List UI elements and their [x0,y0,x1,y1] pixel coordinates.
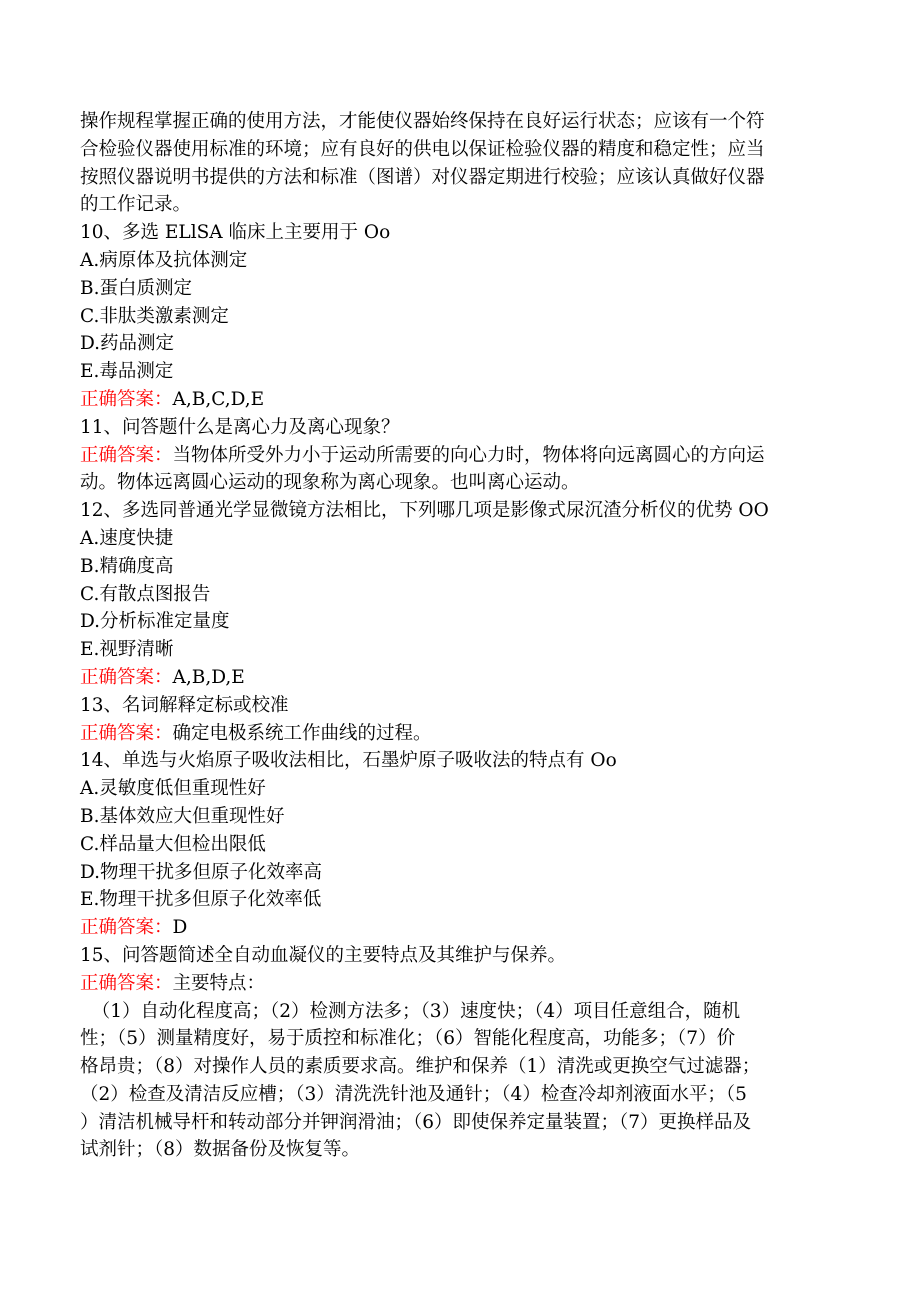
answer-label: 正确答案： [80,666,173,688]
answer-label: 正确答案： [80,444,173,466]
intro-line: 合检验仪器使用标准的环境；应有良好的供电以保证检验仪器的精度和稳定性；应当 [80,138,765,160]
document-page [80,108,830,1164]
q10-option-e: E.毒品测定 [80,361,174,383]
q10-option-b: B.蛋白质测定 [80,277,192,299]
q10-option-d: D.药品测定 [80,333,175,355]
question-12: 12、多选同普通光学显微镜方法相比，下列哪几项是影像式尿沉渣分析仪的优势 OO [80,500,769,522]
q15-answer-head: 主要特点： [172,972,266,994]
q15-detail-line: （2）检查及清洁反应槽；（3）清洗洗针池及通针；（4）检查冷却剂液面水平；（5 [80,1083,747,1105]
answer-label: 正确答案： [80,722,173,744]
q10-answer [80,386,830,414]
question-13: 13、名词解释定标或校准 [80,694,289,716]
question-15: 15、问答题简述全自动血凝仪的主要特点及其维护与保养。 [80,944,567,966]
q12-option-e: E.视野清晰 [80,639,174,661]
q13-answer [80,720,830,748]
q12-option-b: B.精确度高 [80,555,174,577]
q12-option-d: D.分析标准定量度 [80,611,230,633]
intro-line: 按照仪器说明书提供的方法和标准（图谱）对仪器定期进行校验；应该认真做好仪器 [80,166,765,188]
q15-detail-line: （1）自动化程度高；（2）检测方法多；（3）速度快；（4）项目任意组合，随机 [80,1000,741,1022]
q12-answer [80,664,830,692]
q11-answer [80,442,830,470]
q10-answer-value: A,B,C,D,E [172,388,265,410]
q15-detail-line: ）清洁机械导杆和转动部分并钾润滑油；（6）即使保养定量装置；（7）更换样品及 [80,1111,752,1133]
question-14: 14、单选与火焰原子吸收法相比，石墨炉原子吸收法的特点有 Oo [80,750,617,772]
q13-answer-value: 确定电极系统工作曲线的过程。 [172,722,432,744]
q10-option-a: A.病原体及抗体测定 [80,249,248,271]
q14-answer-value: D [172,917,188,939]
q14-answer [80,914,830,942]
q12-option-c: C.有散点图报告 [80,583,211,605]
q12-option-a: A.速度快捷 [80,527,174,549]
q11-answer-line: 当物体所受外力小于运动所需要的向心力时，物体将向远离圆心的方向运 [172,444,765,466]
intro-line: 操作规程掌握正确的使用方法，才能使仪器始终保持在良好运行状态；应该有一个符 [80,111,765,132]
q14-option-b: B.基体效应大但重现性好 [80,805,285,827]
q15-detail-line: 格昂贵；（8）对操作人员的素质要求高。维护和保养（1）清洗或更换空气过滤器； [80,1056,761,1078]
q10-option-c: C.非肽类激素测定 [80,305,229,327]
question-10: 10、多选 ELlSA 临床上主要用于 Oo [80,222,391,244]
q14-option-e: E.物理干扰多但原子化效率低 [80,889,322,911]
q15-detail-line: 性；（5）测量精度好，易于质控和标准化；（6）智能化程度高，功能多；（7）价 [80,1028,736,1050]
q14-option-d: D.物理干扰多但原子化效率高 [80,861,323,883]
q15-answer [80,970,830,998]
intro-line: 的工作记录。 [80,194,192,216]
q12-answer-value: A,B,D,E [172,666,245,688]
q14-option-a: A.灵敏度低但重现性好 [80,778,266,800]
answer-label: 正确答案： [80,972,173,994]
q11-answer-line: 动。物体远离圆心运动的现象称为离心现象。也叫离心运动。 [80,472,580,494]
question-11: 11、问答题什么是离心力及离心现象？ [80,416,400,438]
answer-label: 正确答案： [80,917,173,939]
answer-label: 正确答案： [80,388,173,410]
q15-detail-line: 试剂针；（8）数据备份及恢复等。 [80,1139,361,1161]
q14-option-c: C.样品量大但检出限低 [80,833,266,855]
